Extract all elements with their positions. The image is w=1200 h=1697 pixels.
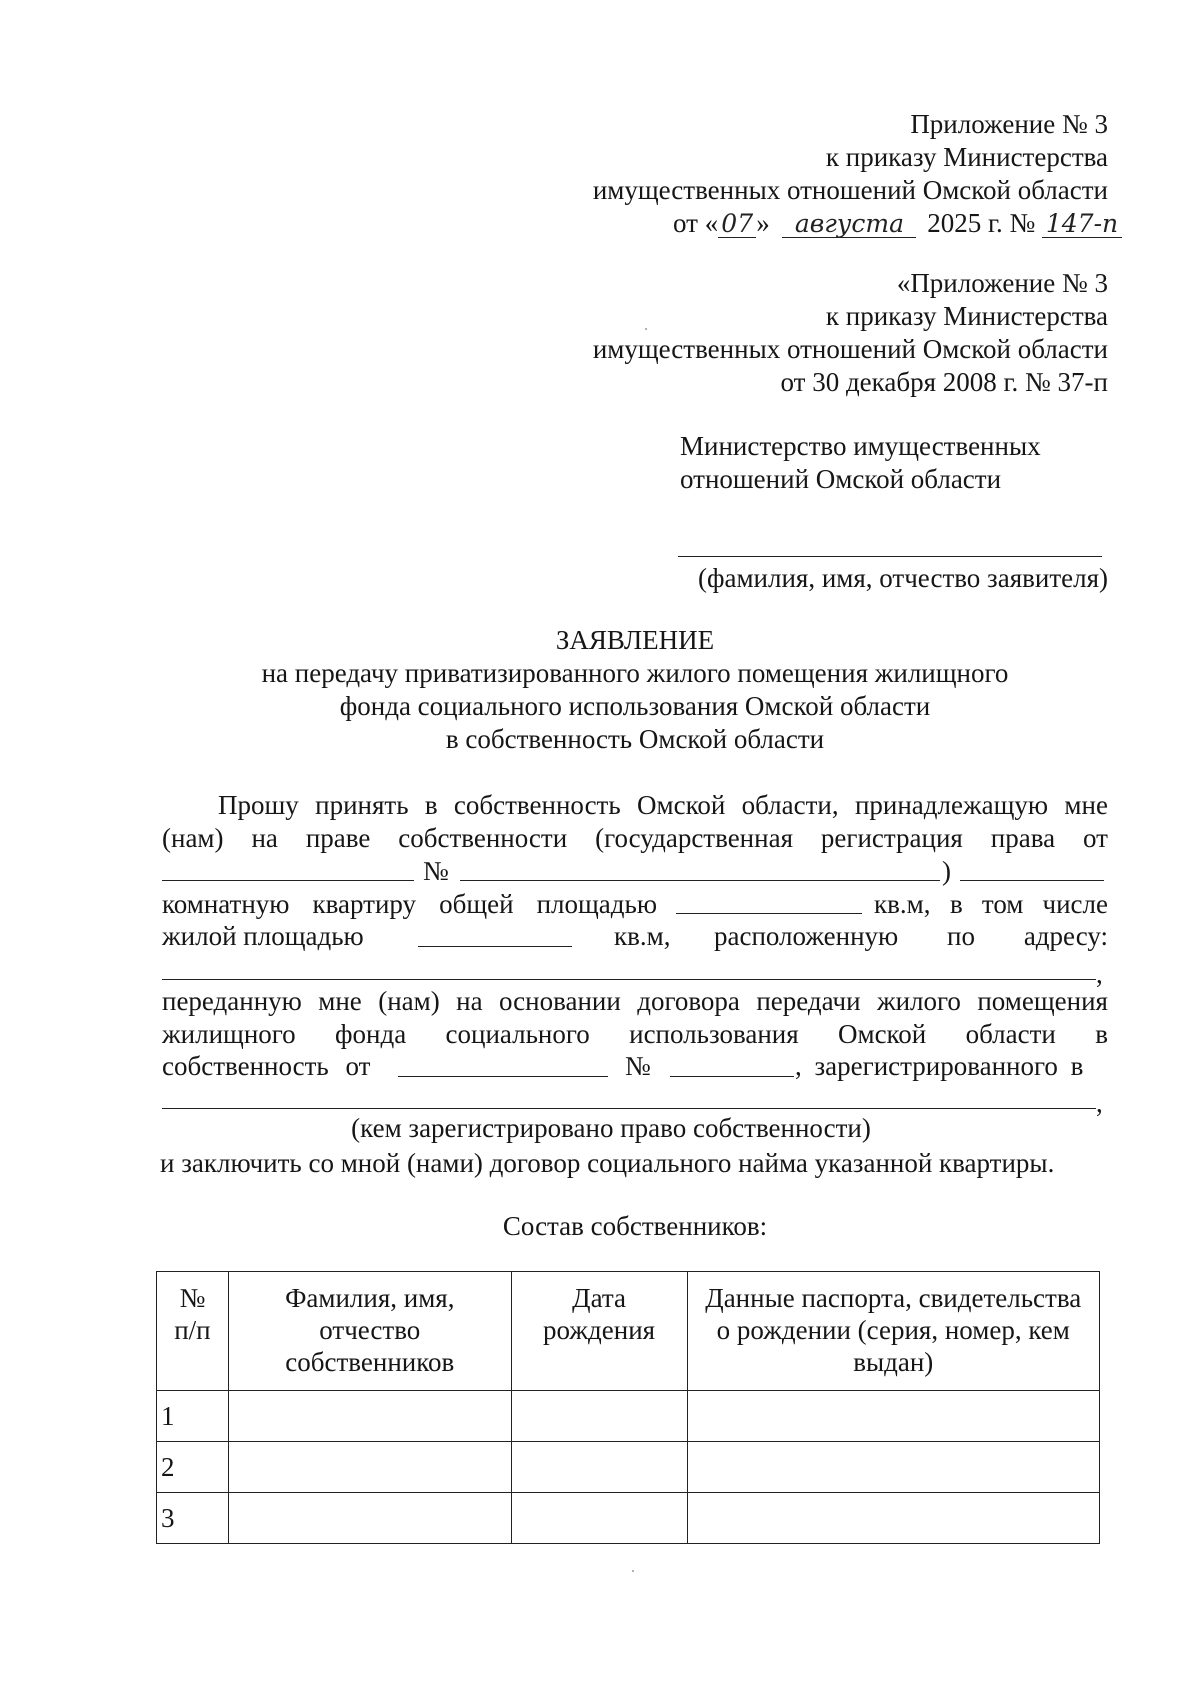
rooms-count-blank: [960, 880, 1104, 881]
header-birth-date: [511, 1272, 687, 1391]
header-text-line: п/п: [174, 1315, 211, 1345]
contract-num-sign: №: [625, 1051, 651, 1081]
body-word: права: [990, 823, 1056, 853]
body-line-1: [218, 789, 1108, 821]
header-text-line: собственников: [285, 1347, 455, 1377]
table-row: [157, 1391, 1100, 1442]
header-new-line2: к приказу Министерства: [825, 142, 1108, 172]
body-word: регистрация: [820, 823, 963, 853]
owner-name-cell[interactable]: [228, 1493, 511, 1544]
body-word: (государственная: [595, 823, 793, 853]
living-area-unit: кв.м,: [614, 921, 671, 951]
body-word: числе: [1042, 889, 1108, 919]
addressee-line2: отношений Омской области: [680, 464, 1002, 494]
header-old-line3: имущественных отношений Омской области: [592, 334, 1108, 364]
row-number: 3: [157, 1493, 229, 1544]
body-word: комнатную: [162, 889, 290, 919]
applicant-caption: (фамилия, имя, отчество заявителя): [697, 563, 1108, 593]
addressee-line1: Министерство имущественных: [680, 431, 1041, 461]
header-old-line4: от 30 декабря 2008 г. № 37-п: [780, 367, 1108, 397]
header-new-line3: имущественных отношений Омской области: [592, 175, 1108, 205]
owners-caption: Состав собственников:: [502, 1211, 768, 1241]
close-paren: ): [942, 856, 951, 886]
applicant-name-line: [678, 556, 1102, 557]
body-word: квартиру: [312, 889, 417, 919]
registration-num-sign: №: [423, 856, 449, 886]
body-line-4-tail: [950, 888, 1108, 920]
header-new-line1: Приложение № 3: [910, 109, 1108, 139]
registration-number-blank: [460, 880, 940, 881]
registration-authority-blank: [162, 1108, 1096, 1109]
body-word: использования: [629, 1019, 799, 1049]
body-word: от: [1083, 823, 1108, 853]
body-word: площадью: [536, 889, 657, 919]
date-year: 2025 г. №: [927, 208, 1036, 238]
owner-document-cell[interactable]: [687, 1442, 1100, 1493]
body-word: помещения: [977, 986, 1108, 1016]
body-word: Прошу: [218, 790, 299, 820]
body-word: на: [456, 986, 483, 1016]
body-word: фонда: [335, 1019, 407, 1049]
table-row: [157, 1493, 1100, 1544]
owner-document-cell[interactable]: [687, 1391, 1100, 1442]
handwritten-month: августа: [782, 211, 916, 238]
body-word: на: [251, 823, 278, 853]
header-text-line: рождения: [543, 1315, 656, 1345]
body-line-7: [162, 985, 1108, 1017]
body-word: Омской: [637, 790, 726, 820]
body-word: в: [950, 889, 963, 919]
owner-birth-cell[interactable]: [511, 1493, 687, 1544]
header-old-line2: к приказу Министерства: [825, 301, 1108, 331]
body-word: в: [424, 790, 438, 820]
body-word: (нам): [162, 823, 224, 853]
body-line-2: [162, 822, 1108, 854]
body-word: общей: [439, 889, 514, 919]
row-number: 2: [157, 1442, 229, 1493]
header-number: [157, 1272, 229, 1391]
scan-speck: [632, 1570, 634, 1572]
total-area-unit: кв.м,: [874, 889, 931, 919]
address-blank: [162, 979, 1096, 980]
owner-birth-cell[interactable]: [511, 1442, 687, 1493]
owner-document-cell[interactable]: [687, 1493, 1100, 1544]
body-word: адресу:: [1023, 921, 1108, 951]
body-word: договора: [637, 986, 740, 1016]
owners-table: [156, 1271, 1100, 1544]
header-text-line: отчество: [319, 1315, 421, 1345]
body-word: расположенную: [714, 921, 899, 951]
living-area-blank: [418, 946, 572, 947]
body-word: принять: [315, 790, 409, 820]
title-heading: ЗАЯВЛЕНИЕ: [555, 625, 715, 655]
body-line-4-start: [162, 888, 657, 920]
handwritten-number: 147-п: [1042, 211, 1122, 238]
body-word: переданную: [162, 986, 302, 1016]
body-word: (нам): [378, 986, 440, 1016]
header-new-date-line: [673, 207, 1122, 239]
body-line-8: [162, 1018, 1108, 1050]
title-sub3: в собственность Омской области: [445, 724, 825, 754]
body-word: том: [981, 889, 1024, 919]
body-word: социального: [445, 1019, 590, 1049]
contract-number-blank: [670, 1076, 794, 1077]
header-text-line: Фамилия, имя,: [285, 1283, 455, 1313]
header-text-line: №: [179, 1283, 206, 1313]
body-word: области,: [741, 790, 839, 820]
final-line: и заключить со мной (нами) договор социального найма указанной квартиры.: [160, 1148, 1055, 1178]
header-text-line: выдан): [853, 1347, 934, 1377]
body-word: собственности: [398, 823, 568, 853]
header-text-line: о рождении (серия, номер, кем: [716, 1315, 1070, 1345]
scan-speck: [645, 328, 647, 330]
body-word: праве: [305, 823, 371, 853]
row-number: 1: [157, 1391, 229, 1442]
date-mid: »: [756, 208, 770, 238]
owner-name-cell[interactable]: [228, 1442, 511, 1493]
authority-comma: ,: [1096, 1088, 1103, 1118]
header-text-line: Дата: [572, 1283, 626, 1313]
registration-date-blank: [162, 880, 414, 881]
body-line-5-tail: [714, 920, 1108, 952]
header-document-data: [687, 1272, 1100, 1391]
body-word: жилого: [876, 986, 961, 1016]
total-area-blank: [676, 913, 862, 914]
contract-date-label: собственность от: [162, 1051, 371, 1081]
registered-caption: (кем зарегистрировано право собственности): [351, 1113, 871, 1143]
body-word: собственность: [453, 790, 621, 820]
living-area-label: жилой площадью: [162, 921, 364, 951]
handwritten-day: 07: [718, 211, 756, 238]
title-sub2: фонда социального использования Омской области: [339, 691, 931, 721]
contract-date-blank: [398, 1076, 608, 1077]
body-word: жилищного: [162, 1019, 296, 1049]
body-word: мне: [1064, 790, 1108, 820]
body-word: по: [947, 921, 975, 951]
owners-table-header-row: [157, 1272, 1100, 1391]
body-word: основании: [498, 986, 621, 1016]
owner-name-cell[interactable]: [228, 1391, 511, 1442]
header-old-line1: «Приложение № 3: [896, 268, 1108, 298]
registered-in-label: , зарегистрированного в: [795, 1051, 1084, 1081]
body-word: в: [1095, 1019, 1108, 1049]
header-full-name: [228, 1272, 511, 1391]
body-word: области: [965, 1019, 1056, 1049]
body-word: Омской: [837, 1019, 927, 1049]
owner-birth-cell[interactable]: [511, 1391, 687, 1442]
title-sub1: на передачу приватизированного жилого помещения жилищного: [261, 658, 1009, 688]
table-row: [157, 1442, 1100, 1493]
body-word: мне: [318, 986, 362, 1016]
body-word: принадлежащую: [854, 790, 1049, 820]
header-text-line: Данные паспорта, свидетельства: [705, 1283, 1082, 1313]
date-prefix: от «: [673, 208, 719, 238]
address-comma: ,: [1096, 959, 1103, 989]
body-word: передачи: [756, 986, 861, 1016]
